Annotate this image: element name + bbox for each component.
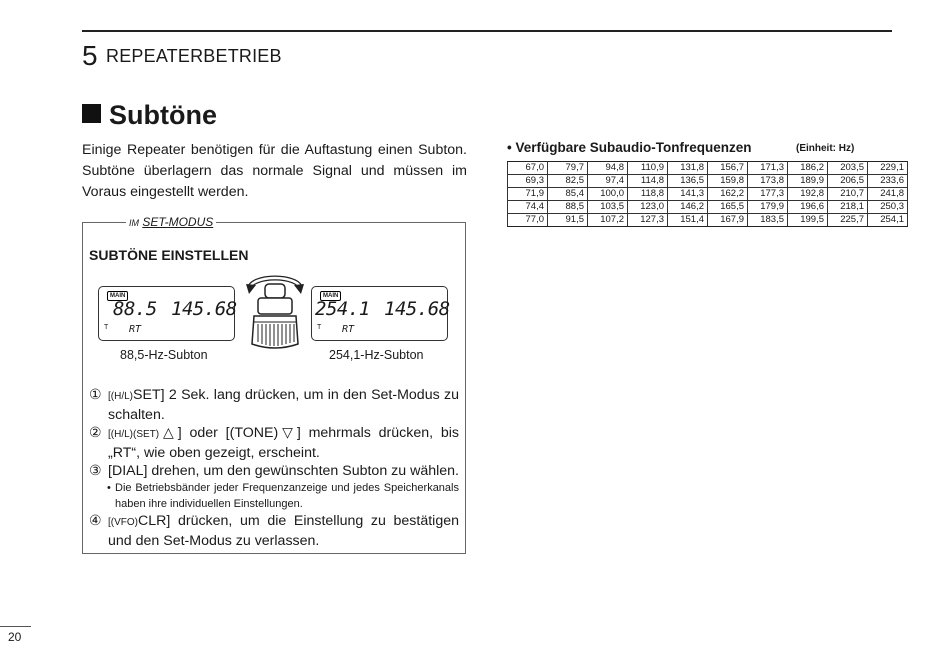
table-cell: 74,4: [508, 201, 548, 214]
table-cell: 186,2: [788, 162, 828, 175]
table-cell: 118,8: [628, 188, 668, 201]
table-cell: 67,0: [508, 162, 548, 175]
chapter-number: 5: [82, 40, 98, 71]
step-text: △] oder [(TONE)▽] mehrmals drücken, bis „RT“, wie oben gezeigt, erscheint.: [108, 425, 459, 461]
instruction-steps: [89, 386, 459, 550]
table-cell: 94,8: [588, 162, 628, 175]
step-number: ①: [89, 387, 102, 403]
table-cell: 189,9: [788, 175, 828, 188]
table-cell: 229,1: [868, 162, 908, 175]
step-key-label: [(VFO): [108, 517, 138, 528]
lcd-tone-value: 88.5: [113, 298, 157, 320]
table-cell: 146,2: [668, 201, 708, 214]
step-number: ②: [89, 425, 102, 441]
frequency-table: [507, 161, 908, 227]
table-cell: 173,8: [748, 175, 788, 188]
table-cell: 225,7: [828, 214, 868, 227]
table-cell: 69,3: [508, 175, 548, 188]
table-cell: 123,0: [628, 201, 668, 214]
table-cell: 77,0: [508, 214, 548, 227]
table-cell: 171,3: [748, 162, 788, 175]
table-cell: 82,5: [548, 175, 588, 188]
section-title: [82, 100, 217, 131]
step-1: [89, 386, 459, 424]
table-cell: 250,3: [868, 201, 908, 214]
note-text: Die Betriebsbänder jeder Frequenzanzeige und jedes Speicherkanals haben ihre individuellen Einstellungen.: [115, 482, 459, 510]
table-cell: 210,7: [828, 188, 868, 201]
dial-knob-icon: [244, 270, 306, 352]
note-bullet: • Die Betriebsbänder jeder Frequenzanzeige und jedes Speicherkanals haben ihre individuellen Einstellungen.: [107, 482, 459, 510]
table-cell: 233,6: [868, 175, 908, 188]
table-cell: 91,5: [548, 214, 588, 227]
table-cell: 206,5: [828, 175, 868, 188]
set-mode-tag: [126, 215, 216, 229]
lcd-tone-value: 254.1: [315, 298, 370, 320]
lcd-display-2: [311, 286, 448, 341]
table-row: [508, 201, 908, 214]
lcd-t-indicator: T: [104, 324, 109, 331]
table-title: • Verfügbare Subaudio-Tonfrequenzen: [507, 140, 752, 155]
table-cell: 156,7: [708, 162, 748, 175]
table-row: [508, 175, 908, 188]
table-unit: (Einheit: Hz): [796, 143, 855, 154]
table-cell: 79,7: [548, 162, 588, 175]
step-2: [89, 424, 459, 462]
table-cell: 127,3: [628, 214, 668, 227]
table-cell: 199,5: [788, 214, 828, 227]
step-key-label: [(H/L): [108, 391, 133, 402]
intro-paragraph: Einige Repeater benötigen für die Auftastung einen Subton. Subtöne überlagern das normale Signal und müssen im Voraus eingestellt werden.: [82, 142, 467, 200]
set-mode-tag-label: SET-MODUS: [142, 215, 214, 229]
table-row: [508, 162, 908, 175]
lcd-rt-indicator: RT: [342, 324, 355, 335]
table-cell: 203,5: [828, 162, 868, 175]
table-row: [508, 214, 908, 227]
table-cell: 100,0: [588, 188, 628, 201]
main-badge: MAIN: [107, 291, 128, 301]
lcd-t-indicator: T: [317, 324, 322, 331]
table-cell: 71,9: [508, 188, 548, 201]
step-4: [89, 512, 459, 550]
table-row: [508, 188, 908, 201]
table-cell: 167,9: [708, 214, 748, 227]
table-cell: 196,6: [788, 201, 828, 214]
table-cell: 107,2: [588, 214, 628, 227]
step-key-label: [(H/L)(SET): [108, 429, 160, 440]
table-cell: 85,4: [548, 188, 588, 201]
table-cell: 103,5: [588, 201, 628, 214]
step-text: SET] 2 Sek. lang drücken, um in den Set-Modus zu schalten.: [108, 387, 459, 423]
table-cell: 192,8: [788, 188, 828, 201]
main-badge: MAIN: [320, 291, 341, 301]
square-bullet-icon: [82, 104, 101, 123]
table-cell: 141,3: [668, 188, 708, 201]
lcd-display-1: [98, 286, 235, 341]
table-cell: 159,8: [708, 175, 748, 188]
lcd-caption-2: 254,1-Hz-Subton: [329, 348, 424, 362]
table-cell: 165,5: [708, 201, 748, 214]
box-heading: SUBTÖNE EINSTELLEN: [89, 247, 249, 263]
lcd-caption-1: 88,5-Hz-Subton: [120, 348, 208, 362]
table-cell: 88,5: [548, 201, 588, 214]
step-number: ③: [89, 463, 102, 479]
table-cell: 110,9: [628, 162, 668, 175]
set-mode-tag-im: IM: [129, 218, 139, 228]
table-cell: 254,1: [868, 214, 908, 227]
page-number-rule: [0, 626, 31, 627]
table-cell: 177,3: [748, 188, 788, 201]
lcd-frequency-value: 145.68: [384, 298, 450, 320]
header-rule: [82, 30, 892, 32]
step-3: [89, 462, 459, 480]
table-cell: 218,1: [828, 201, 868, 214]
step-text: CLR] drücken, um die Einstellung zu bestätigen und den Set-Modus zu verlassen.: [108, 513, 459, 549]
chapter-title: REPEATERBETRIEB: [106, 46, 282, 66]
table-cell: 114,8: [628, 175, 668, 188]
step-text: [DIAL] drehen, um den gewünschten Subton zu wählen.: [108, 463, 459, 479]
lcd-frequency-value: 145.68: [171, 298, 237, 320]
table-cell: 136,5: [668, 175, 708, 188]
page-number: 20: [8, 630, 22, 644]
table-cell: 183,5: [748, 214, 788, 227]
table-cell: 97,4: [588, 175, 628, 188]
step-number: ④: [89, 513, 102, 529]
table-cell: 179,9: [748, 201, 788, 214]
lcd-rt-indicator: RT: [129, 324, 142, 335]
table-cell: 151,4: [668, 214, 708, 227]
section-title-text: Subtöne: [109, 100, 217, 130]
table-cell: 241,8: [868, 188, 908, 201]
table-cell: 162,2: [708, 188, 748, 201]
table-cell: 131,8: [668, 162, 708, 175]
